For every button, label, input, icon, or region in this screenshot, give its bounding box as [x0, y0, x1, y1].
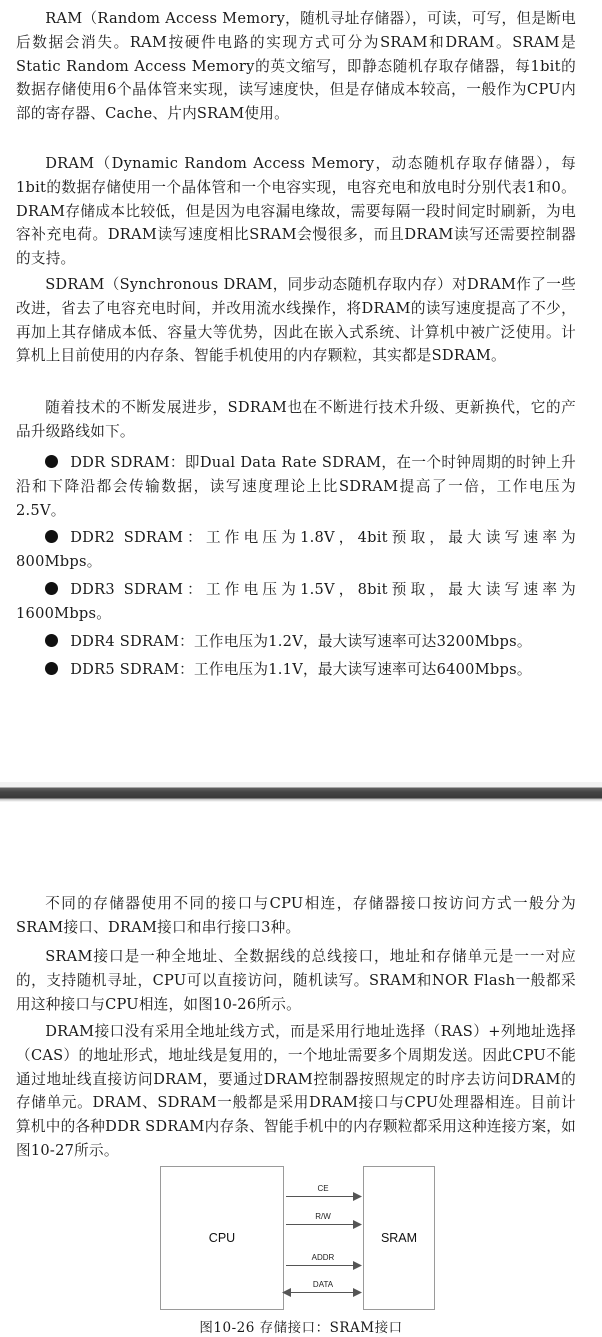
paragraph-dram-interface: DRAM接口没有采用全地址线方式，而是采用行地址选择（RAS）+列地址选择（CAS）的地址形式，地址线是复用的，一个地址需要多个周期发送。因此CPU不能通过地址线直接访问DRAM，要通过DRAM控制器按照规定的时序去访问DRAM的存储单元。DRAM、SDRAM一般都是采用DRAM接口与CPU处理器相连。目前计算机中的各种DDR SDRAM内存条、智能手机中的内存颗粒都采用这种连接方案，如图10-27所示。 — [16, 1023, 576, 1159]
arrow-right-icon — [353, 1220, 362, 1229]
bullet-dot — [45, 662, 58, 675]
signal-ce-label: CE — [317, 1184, 329, 1193]
bullet-text: DDR2 SDRAM：工作电压为1.8V，4bit预取，最大读写速率为800Mbps。 — [16, 529, 576, 570]
bullet-ddr3 — [16, 578, 576, 626]
signal-data-label: DATA — [312, 1280, 334, 1289]
paragraph-dram: DRAM（Dynamic Random Access Memory，动态随机存取存储器），每1bit的数据存储使用一个晶体管和一个电容实现，电容充电和放电时分别代表1和0。DRAM存储成本比较低，但是因为电容漏电缘故，需要每隔一段时间定时刷新，为电容补充电荷。DRAM读写速度相比SRAM会慢很多，而且DRAM读写还需要控制器的支持。 — [16, 155, 576, 268]
sram-label: SRAM — [380, 1231, 418, 1245]
signal-addr-line — [286, 1265, 360, 1266]
signal-data-line — [286, 1292, 360, 1293]
signal-ce-line — [286, 1196, 360, 1197]
bullet-text: DDR4 SDRAM：工作电压为1.2V，最大读写速率可达3200Mbps。 — [70, 633, 532, 650]
page-2 — [0, 806, 602, 1337]
page-divider — [0, 782, 602, 806]
arrow-right-icon — [353, 1192, 362, 1201]
bullet-dot — [45, 530, 58, 543]
bullet-text: DDR SDRAM：即Dual Data Rate SDRAM，在一个时钟周期的时钟上升沿和下降沿都会传输数据，读写速度理论上比SDRAM提高了一倍，工作电压为2.5V。 — [16, 454, 576, 519]
bullet-ddr2 — [16, 526, 576, 574]
cpu-box — [160, 1166, 284, 1310]
sram-interface-figure — [160, 1166, 436, 1310]
arrow-left-icon — [282, 1288, 291, 1297]
paragraph-ram: RAM（Random Access Memory，随机寻址存储器），可读，可写，但是断电后数据会消失。RAM按硬件电路的实现方式可分为SRAM和DRAM。SRAM是Static Random Access Memory的英文缩写，即静态随机存取存储器，每1bit的数据存储使用6个晶体管来实现，读写速度快，但是存储成本较高，一般作为CPU内部的寄存器、Cache、片内SRAM使用。 — [16, 10, 576, 123]
bullet-text: DDR3 SDRAM：工作电压为1.5V，8bit预取，最大读写速率为1600Mbps。 — [16, 581, 576, 622]
paragraph-evolution: 随着技术的不断发展进步，SDRAM也在不断进行技术升级、更新换代，它的产品升级路线如下。 — [16, 399, 576, 440]
paragraph-sdram: SDRAM（Synchronous DRAM，同步动态随机存取内存）对DRAM作了一些改进，省去了电容充电时间，并改用流水线操作，将DRAM的读写速度提高了不少，再加上其存储成本低、容量大等优势，因此在嵌入式系统、计算机中被广泛使用。计算机上目前使用的内存条、智能手机使用的内存颗粒，其实都是SDRAM。 — [16, 276, 576, 365]
arrow-right-icon — [353, 1261, 362, 1270]
paragraph-interfaces: 不同的存储器使用不同的接口与CPU相连，存储器接口按访问方式一般分为SRAM接口、DRAM接口和串行接口3种。 — [16, 895, 576, 936]
bullet-ddr5 — [16, 658, 576, 682]
bullet-ddr4 — [16, 630, 576, 654]
cpu-label: CPU — [208, 1231, 236, 1245]
bullet-ddr — [16, 451, 576, 522]
bullet-text: DDR5 SDRAM：工作电压为1.1V，最大读写速率可达6400Mbps。 — [70, 661, 532, 678]
figure-caption: 图10-26 存储接口：SRAM接口 — [199, 1320, 403, 1336]
signal-rw-label: R/W — [315, 1212, 331, 1221]
sram-box — [363, 1166, 435, 1310]
signal-addr-label: ADDR — [311, 1253, 335, 1262]
bullet-dot — [45, 582, 58, 595]
bullet-dot — [45, 634, 58, 647]
arrow-right-icon — [353, 1288, 362, 1297]
bullet-dot — [45, 455, 58, 468]
signal-rw-line — [286, 1224, 360, 1225]
paragraph-sram-interface: SRAM接口是一种全地址、全数据线的总线接口，地址和存储单元是一一对应的，支持随机寻址，CPU可以直接访问，随机读写。SRAM和NOR Flash一般都采用这种接口与CPU相连，如图10-26所示。 — [16, 948, 576, 1013]
